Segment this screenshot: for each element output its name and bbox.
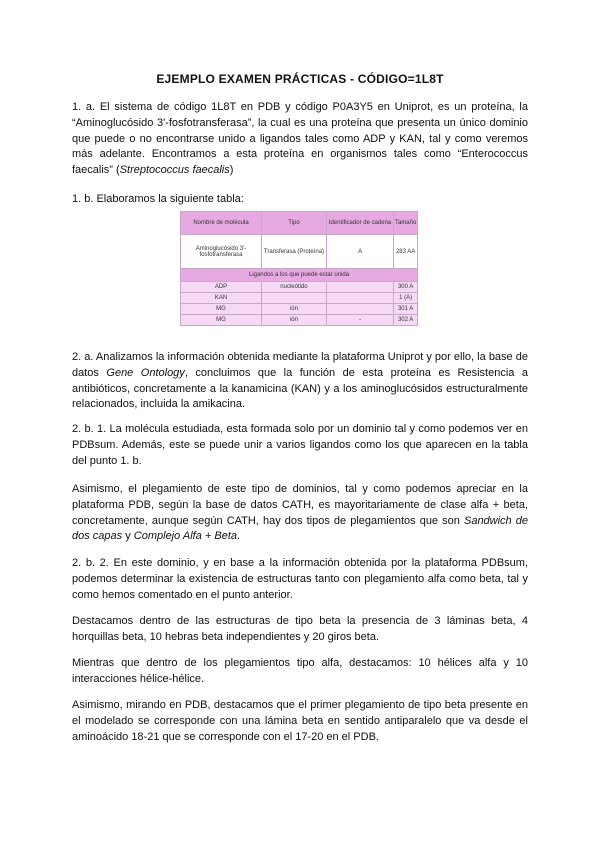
paragraph-2a-text: 2. a. Analizamos la información obtenida mediante la plataforma Uniprot y por ello, la base de datos	[72, 351, 528, 379]
paragraph-2b1: 2. b. 1. La molécula estudiada, esta formada solo por un dominio tal y como podemos ver en PDBsum. Además, este se puede unir a varios ligandos como los que aparecen en la tabla del punto 1. b.	[72, 423, 528, 467]
table-cell: ión	[262, 315, 327, 326]
table-subheader-row	[181, 269, 418, 282]
table-cell: ADP	[181, 282, 262, 293]
table-header-row	[181, 212, 418, 235]
paragraph-cath-italic-1: Sandwich de dos capas	[72, 514, 528, 543]
paragraph-alfa: Mientras que dentro de los plegamientos tipo alfa, destacamos: 10 hélices alfa y 10 interacciones hélice-hélice.	[72, 657, 528, 685]
table-row	[181, 293, 418, 304]
table-header-cell: Tipo	[262, 212, 327, 235]
molecule-table	[180, 211, 418, 326]
table-cell: nucleótido	[262, 282, 327, 293]
table-cell	[262, 293, 327, 304]
table-cell: 301 A	[394, 304, 418, 315]
ligands-header: Ligandos a los que puede estar unida	[181, 269, 418, 282]
table-cell: ión	[262, 304, 327, 315]
paragraph-beta: Destacamos dentro de las estructuras de tipo beta la presencia de 3 láminas beta, 4 horquillas beta, 10 hebras beta independientes y 20 giros beta.	[72, 615, 528, 643]
table-cell	[326, 293, 393, 304]
paragraph-2a-end: , concluimos que la función de esta proteína es Resistencia a antibióticos, concretamente a la kanamicina (KAN) y a los aminoglucósidos estructuralmente relacionados, incluida la amikacina.	[72, 366, 529, 411]
table-cell	[326, 304, 393, 315]
table-cell: A	[326, 235, 393, 269]
table-cell: 302 A	[394, 315, 418, 326]
table-row	[181, 282, 418, 293]
paragraph-2b2: 2. b. 2. En este dominio, y en base a la información obtenida por la plataforma PDBsum, podemos determinar la existencia de estructuras tanto con plegamiento alfa como beta, tal y como hemos comentado en el punto anterior.	[72, 557, 528, 601]
paragraph-1a-end: )	[229, 164, 234, 177]
paragraph-cath-text: Asimismo, el plegamiento de este tipo de dominios, tal y como podemos apreciar en la plataforma PDB, según la base de datos CATH, es mayoritariamente de clase alfa + beta, concretamente, aunque según CATH, hay dos tipos de plegamientos que son	[72, 483, 528, 527]
table-cell: 283 AA	[394, 235, 418, 269]
paragraph-2b1-cont	[72, 482, 528, 545]
table-header-cell: Identificador de cadena	[326, 212, 393, 235]
table-header-cell: Tamaño	[394, 212, 418, 235]
paragraph-pdb: Asimismo, mirando en PDB, destacamos que el primer plegamiento de tipo beta presente en el modelado se corresponde con una lámina beta en sentido antiparalelo que va desde el aminoácido 18-21 que se corresponde con el 17-20 en el PDB.	[72, 699, 528, 743]
table-cell: MG	[181, 304, 262, 315]
table-cell	[326, 282, 393, 293]
paragraph-1a	[72, 100, 528, 179]
paragraph-2a-italic: Gene Ontology	[106, 366, 185, 379]
paragraph-2a	[72, 350, 528, 413]
table-cell: MG	[181, 315, 262, 326]
document-title: EJEMPLO EXAMEN PRÁCTICAS - CÓDIGO=1L8T	[156, 72, 444, 86]
table-cell: Transferasa (Proteína)	[262, 235, 327, 269]
paragraph-1a-text: 1. a. El sistema de código 1L8T en PDB y código P0A3Y5 en Uniprot, es un proteína, la “Aminoglucósido 3'-fosfotransferasa”, la cual es una proteína que presenta un único dominio que puede o no encontrarse unido a ligandos tales como ADP y KAN, tal y como veremos más adelante. Encontramos a esta proteína en organismos tales como “Enterococcus faecalis” (	[72, 101, 528, 177]
table-row	[181, 304, 418, 315]
table-cell: 300 A	[394, 282, 418, 293]
table-row	[181, 235, 418, 269]
table-cell: 1 (A)	[394, 293, 418, 304]
paragraph-cath-connector: y	[122, 530, 134, 543]
paragraph-cath-end: .	[237, 530, 241, 543]
paragraph-1a-italic: Streptococcus faecalis	[119, 164, 230, 177]
table-row	[181, 315, 418, 326]
table-header-cell: Nombre de molécula	[181, 212, 262, 235]
paragraph-cath-italic-2: Complejo Alfa + Beta	[133, 530, 238, 543]
paragraph-1b: 1. b. Elaboramos la siguiente tabla:	[72, 193, 244, 205]
table-cell: Aminoglucósido 3'-fosfotransferasa	[181, 235, 262, 269]
table-cell: -	[326, 315, 393, 326]
table-cell: KAN	[181, 293, 262, 304]
